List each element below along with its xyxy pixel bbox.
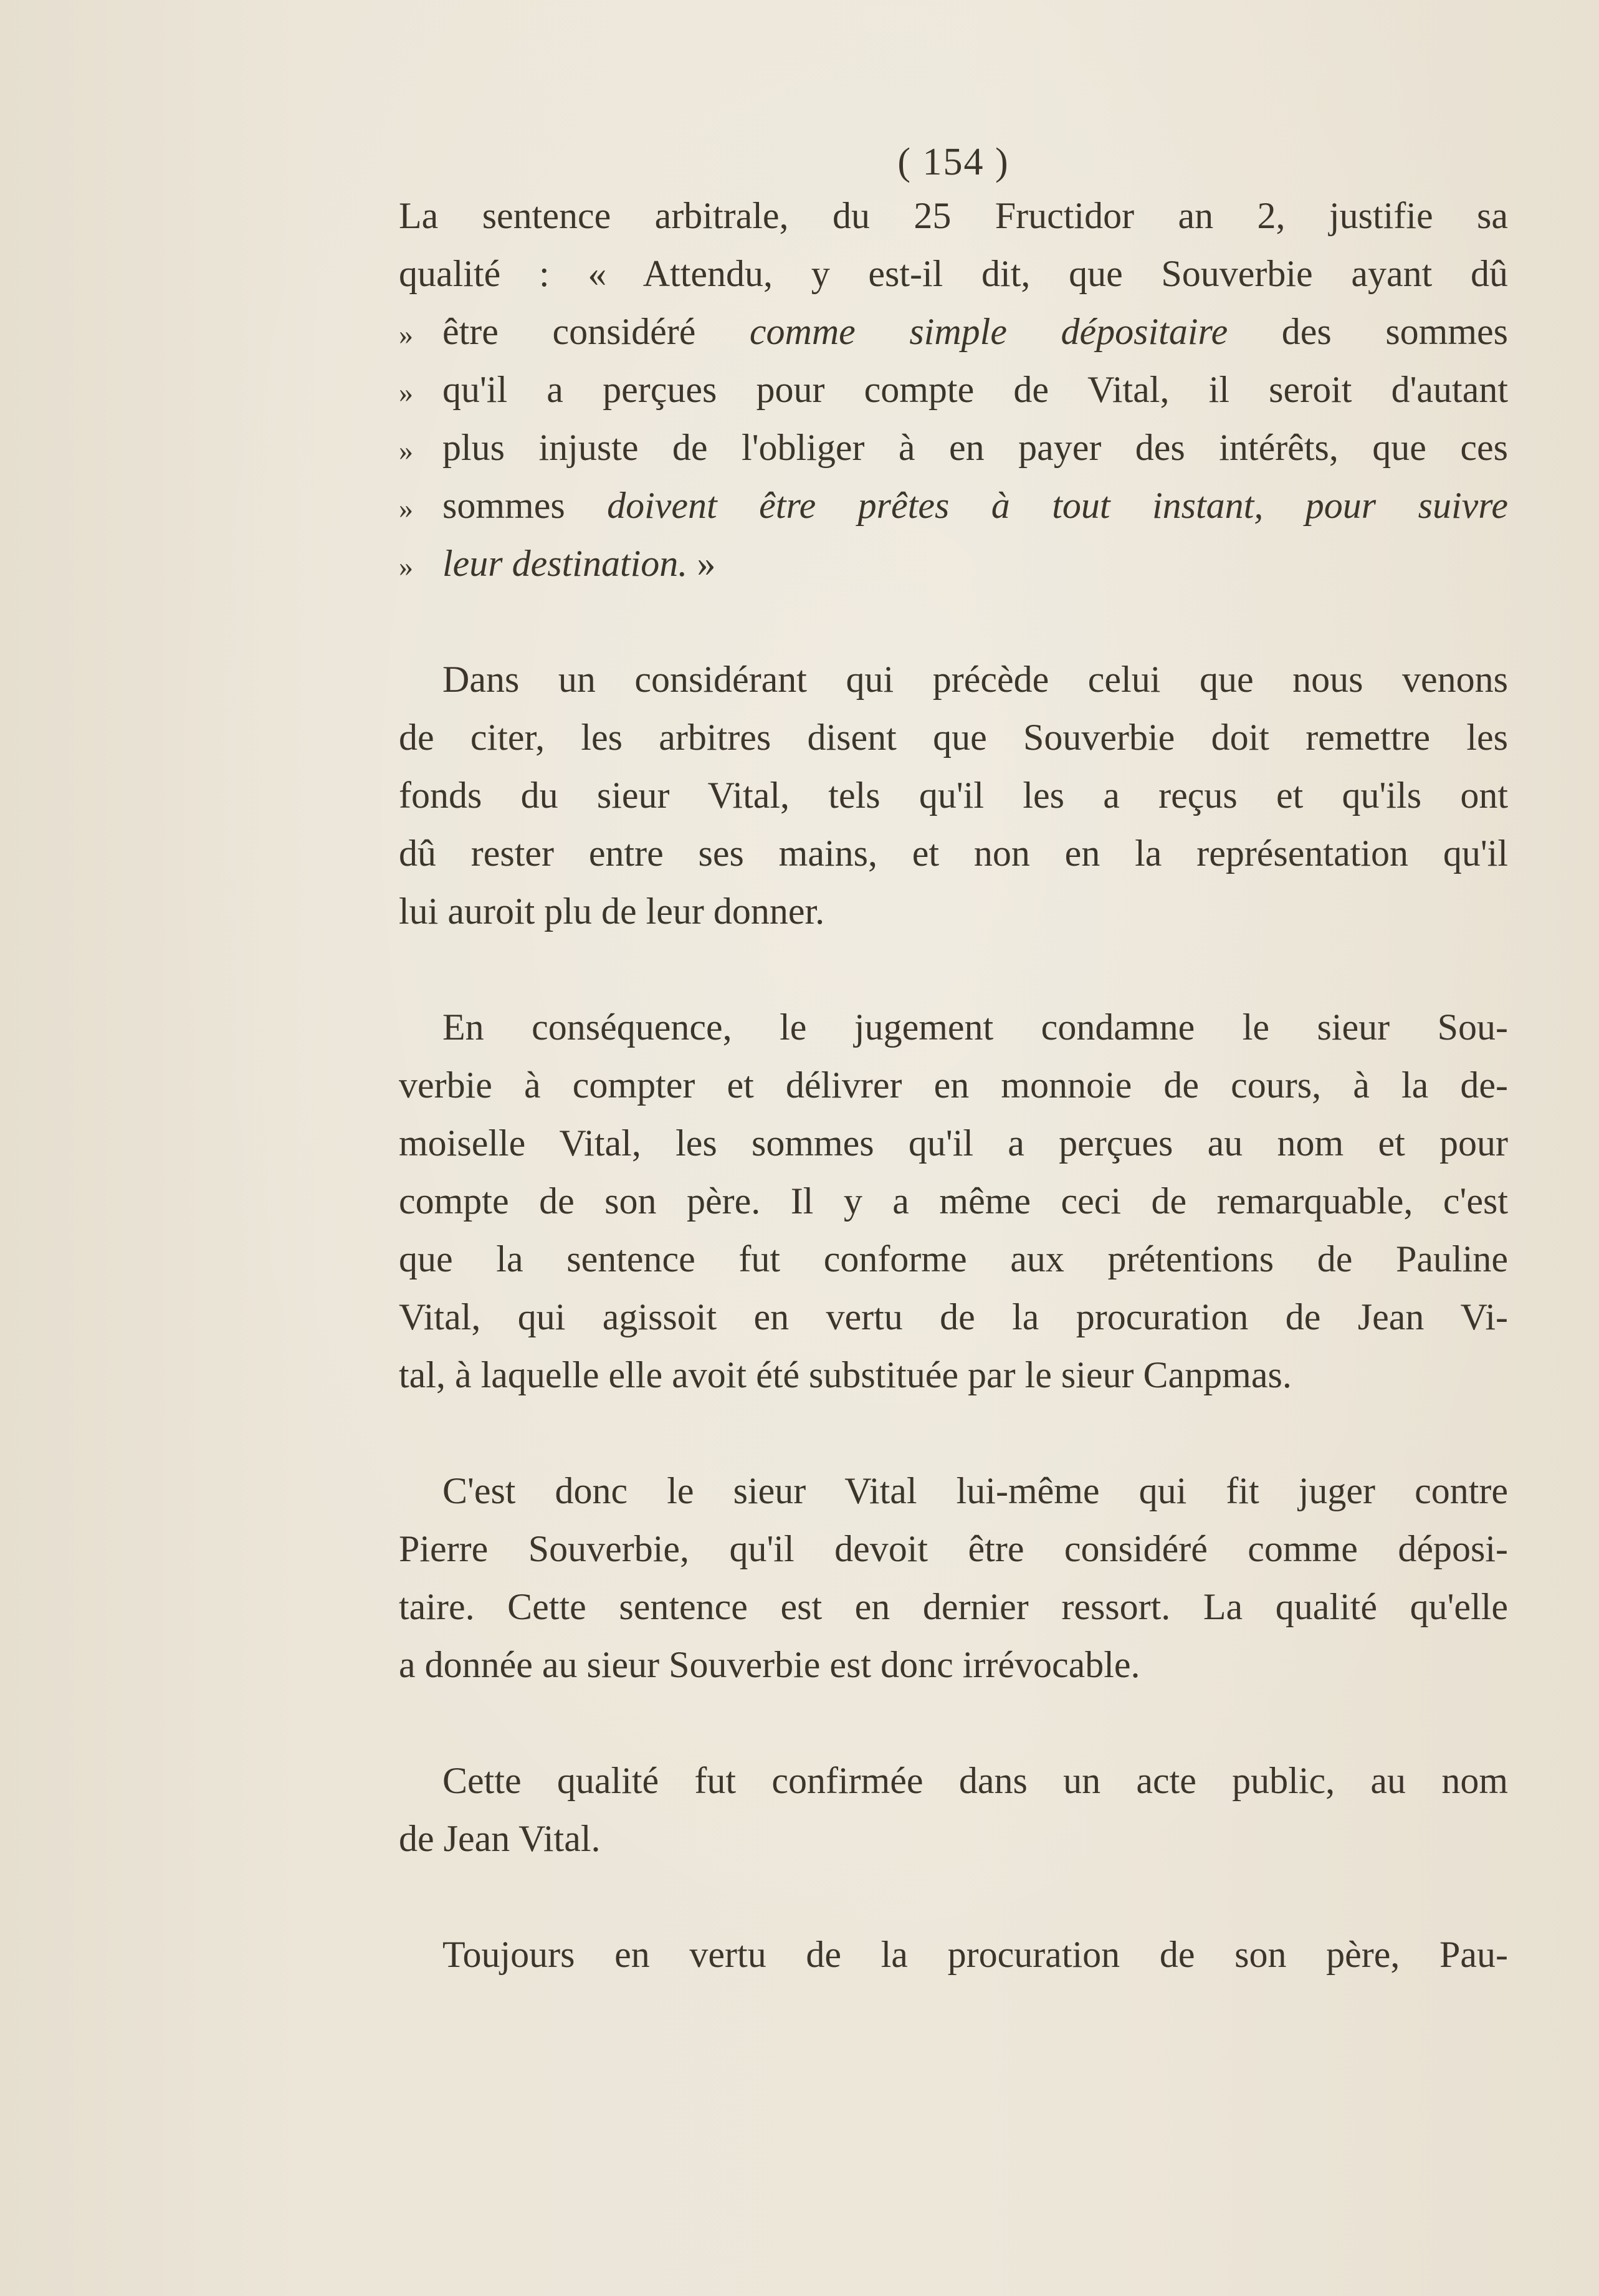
paragraph-gap — [399, 1868, 1508, 1926]
text-line: Vital, qui agissoit en vertu de la procuration de Jean Vi- — [399, 1296, 1508, 1337]
text-line: tal, à laquelle elle avoit été substituée par le sieur Canpmas. — [399, 1354, 1292, 1395]
text-line: En conséquence, le jugement condamne le sieur Sou- — [442, 1007, 1508, 1048]
text-block — [399, 137, 1508, 1984]
quote-line — [399, 303, 1508, 361]
paragraph-gap — [399, 1404, 1508, 1462]
paragraph-gap — [399, 1694, 1508, 1752]
text-line: de Jean Vital. — [399, 1818, 601, 1859]
text-line: verbie à compter et délivrer en monnoie de cours, à la de- — [399, 1064, 1508, 1106]
quote-text-roman: des sommes — [1228, 311, 1508, 352]
text-line: Cette qualité fut confirmée dans un acte public, au nom — [442, 1760, 1508, 1801]
quote-text-roman: plus injuste de l'obliger à en payer des intérêts, que ces — [442, 427, 1508, 468]
paragraph-2 — [399, 651, 1508, 940]
quote-line — [399, 477, 1508, 535]
quote-mark: » — [399, 434, 413, 466]
quote-text-italic: comme simple dépositaire — [749, 311, 1228, 352]
text-line: a donnée au sieur Souverbie est donc irrévocable. — [399, 1644, 1140, 1685]
quote-mark: » — [399, 492, 413, 524]
text-line: que la sentence fut conforme aux prétentions de Pauline — [399, 1238, 1508, 1280]
text-line: Pierre Souverbie, qu'il devoit être considéré comme déposi- — [399, 1528, 1508, 1569]
quote-text-roman: qu'il a perçues pour compte de Vital, il seroit d'autant — [442, 369, 1508, 410]
quote-line — [399, 535, 1508, 593]
text-line: qualité : « Attendu, y est-il dit, que Souverbie ayant dû — [399, 253, 1508, 294]
quote-line — [399, 419, 1508, 477]
text-line: lui auroit plu de leur donner. — [399, 891, 825, 932]
paragraph-1 — [399, 187, 1508, 593]
quote-line — [399, 361, 1508, 419]
text-line: moiselle Vital, les sommes qu'il a perçues au nom et pour — [399, 1122, 1508, 1164]
quote-text-roman: être considéré — [442, 311, 750, 352]
quote-text-italic: leur destination. — [442, 543, 688, 584]
text-line: Dans un considérant qui précède celui que nous venons — [442, 659, 1508, 700]
quote-text-roman: » — [687, 543, 716, 584]
page-number: ( 154 ) — [897, 141, 1010, 183]
quote-text — [442, 303, 1508, 361]
paragraph-3 — [399, 998, 1508, 1404]
paragraph-6 — [399, 1926, 1508, 1984]
paragraph-5 — [399, 1752, 1508, 1868]
quote-text — [442, 535, 1508, 593]
text-line: C'est donc le sieur Vital lui-même qui fit juger contre — [442, 1470, 1508, 1511]
text-line: La sentence arbitrale, du 25 Fructidor an 2, justifie sa — [399, 195, 1508, 236]
quote-mark: » — [399, 550, 413, 582]
paragraph-gap — [399, 940, 1508, 998]
quote-text — [442, 477, 1508, 535]
text-line: dû rester entre ses mains, et non en la représentation qu'il — [399, 833, 1508, 874]
quote-mark: » — [399, 376, 413, 408]
quote-mark: » — [399, 318, 413, 350]
quote-text — [442, 419, 1508, 477]
text-line: Toujours en vertu de la procuration de son père, Pau- — [442, 1934, 1508, 1975]
quote-text-roman: sommes — [442, 485, 608, 526]
quote-text-italic: doivent être prêtes à tout instant, pour suivre — [607, 485, 1508, 526]
quote-text — [442, 361, 1508, 419]
text-line: fonds du sieur Vital, tels qu'il les a reçus et qu'ils ont — [399, 775, 1508, 816]
text-line: compte de son père. Il y a même ceci de remarquable, c'est — [399, 1180, 1508, 1222]
text-line: taire. Cette sentence est en dernier ressort. La qualité qu'elle — [399, 1586, 1508, 1627]
text-line: de citer, les arbitres disent que Souverbie doit remettre les — [399, 717, 1508, 758]
paragraph-4 — [399, 1462, 1508, 1694]
paragraph-gap — [399, 593, 1508, 651]
